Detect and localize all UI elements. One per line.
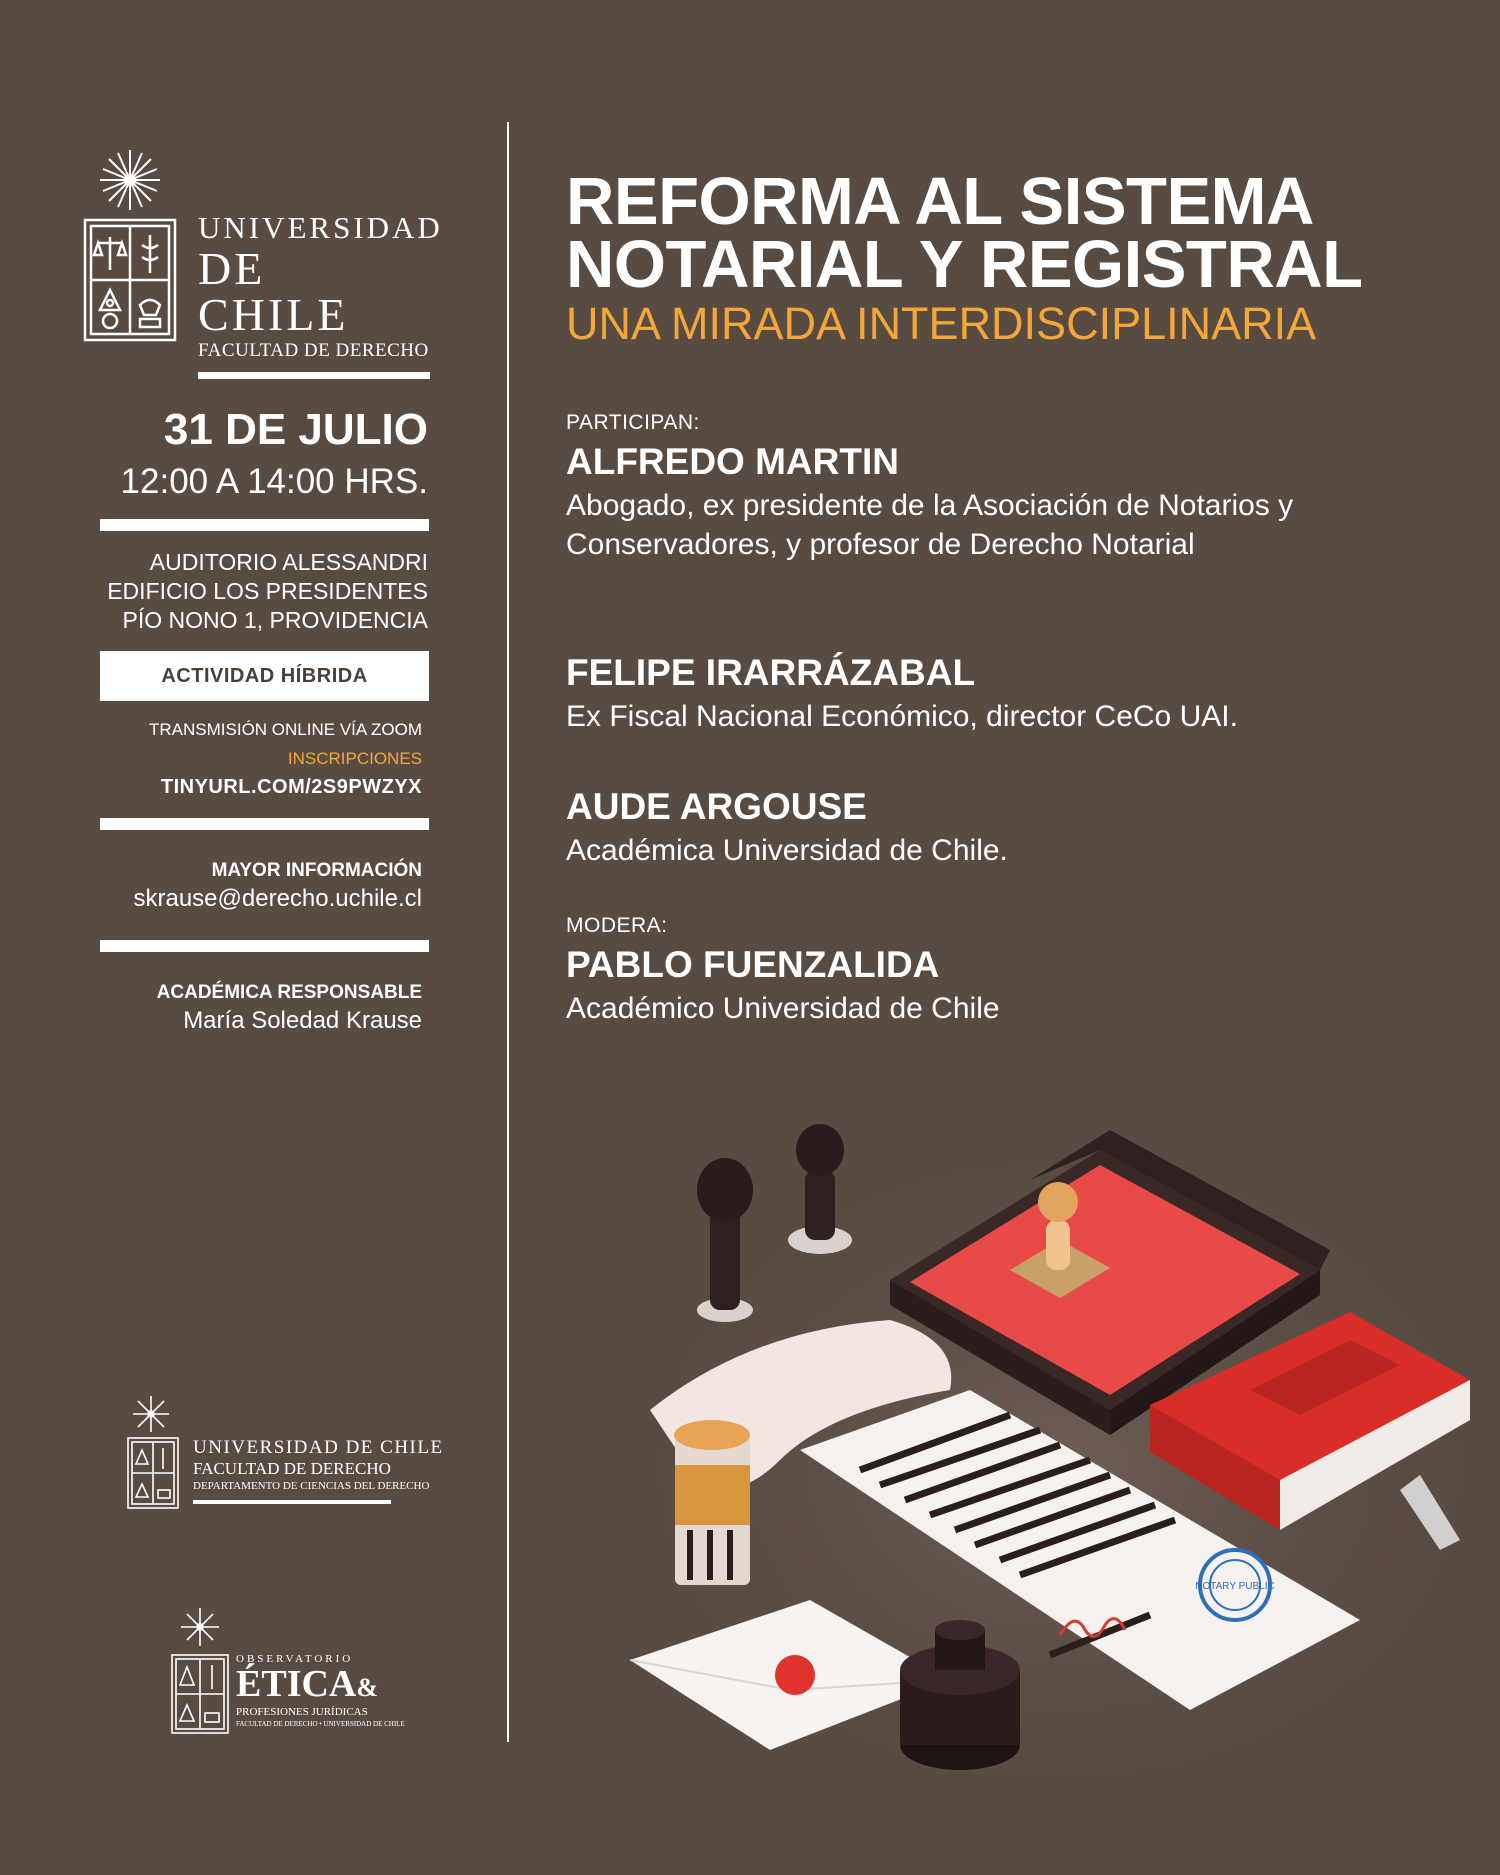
moderator-label: MODERA:: [566, 914, 668, 937]
university-wordmark: [198, 210, 443, 379]
dept-line2: FACULTAD DE DERECHO: [193, 1459, 391, 1478]
stream-info: [149, 715, 422, 802]
obs-line2: [236, 1663, 405, 1706]
title-line1: REFORMA AL SISTEMA: [566, 164, 1314, 239]
page-title: [566, 164, 1363, 302]
stream-label: TRANSMISIÓN ONLINE VÍA ZOOM: [149, 720, 422, 739]
separator-bar: [100, 818, 429, 830]
dept-line3: DEPARTAMENTO DE CIENCIAS DEL DERECHO: [193, 1480, 430, 1492]
university-line2: DE CHILE: [198, 243, 349, 340]
page-subtitle: UNA MIRADA INTERDISCIPLINARIA: [566, 298, 1317, 349]
department-crest-icon: [126, 1394, 186, 1510]
info-email[interactable]: skrause@derecho.uchile.cl: [133, 885, 422, 912]
observatory-crest-icon: [168, 1605, 232, 1735]
participant-desc: Académica Universidad de Chile.: [566, 834, 1008, 867]
obs-amp: &: [356, 1673, 379, 1702]
venue-line: AUDITORIO ALESSANDRI: [149, 549, 428, 575]
info-label: MAYOR INFORMACIÓN: [211, 860, 422, 881]
participant-name: ALFREDO MARTIN: [566, 441, 899, 482]
participant-name: FELIPE IRARRÁZABAL: [566, 652, 976, 693]
event-date: 31 DE JULIO: [163, 405, 428, 454]
faculty-name: FACULTAD DE DERECHO: [198, 340, 429, 361]
contact-info: [133, 858, 422, 914]
responsible-name: María Soledad Krause: [183, 1007, 422, 1034]
participant-name: AUDE ARGOUSE: [566, 786, 867, 827]
participant-desc: Ex Fiscal Nacional Económico, director CeCo UAI.: [566, 700, 1238, 733]
registration-label: INSCRIPCIONES: [287, 749, 422, 768]
participant-desc: Abogado, ex presidente de la Asociación de Notarios y Conservadores, y profesor de Derecho Notarial: [566, 489, 1294, 561]
university-line1: UNIVERSIDAD: [198, 210, 443, 245]
venue-line: PÍO NONO 1, PROVIDENCIA: [122, 607, 428, 633]
moderator-desc: Académico Universidad de Chile: [566, 992, 1000, 1025]
event-venue: [107, 548, 428, 635]
jar-icon: [674, 1420, 750, 1585]
logo-underline: [193, 1500, 391, 1504]
department-wordmark: [193, 1437, 444, 1504]
logo-underline: [198, 372, 430, 379]
observatory-wordmark: [236, 1652, 405, 1729]
separator-bar: [100, 940, 429, 952]
column-divider: [507, 122, 509, 1742]
notary-illustration: [630, 1090, 1470, 1790]
moderator-name: PABLO FUENZALIDA: [566, 944, 940, 985]
venue-line: EDIFICIO LOS PRESIDENTES: [107, 578, 428, 604]
participants-label: PARTICIPAN:: [566, 411, 700, 434]
obs-etica: ÉTICA: [236, 1663, 357, 1705]
title-line2: NOTARIAL Y REGISTRAL: [566, 227, 1363, 302]
obs-line4: FACULTAD DE DERECHO • UNIVERSIDAD DE CHILE: [236, 1720, 405, 1728]
registration-link[interactable]: TINYURL.COM/2S9PWZYX: [160, 776, 422, 798]
obs-line1: OBSERVATORIO: [236, 1653, 354, 1665]
modality-badge: ACTIVIDAD HÍBRIDA: [100, 651, 429, 701]
responsible-label: ACADÉMICA RESPONSABLE: [156, 982, 422, 1003]
seal-text: NOTARY PUBLIC: [1195, 1581, 1275, 1592]
separator-bar: [100, 519, 429, 531]
dept-line1: UNIVERSIDAD DE CHILE: [193, 1437, 444, 1458]
responsible-info: [157, 980, 422, 1036]
obs-line3: PROFESIONES JURÍDICAS: [236, 1706, 368, 1718]
event-time: 12:00 A 14:00 HRS.: [120, 462, 428, 501]
